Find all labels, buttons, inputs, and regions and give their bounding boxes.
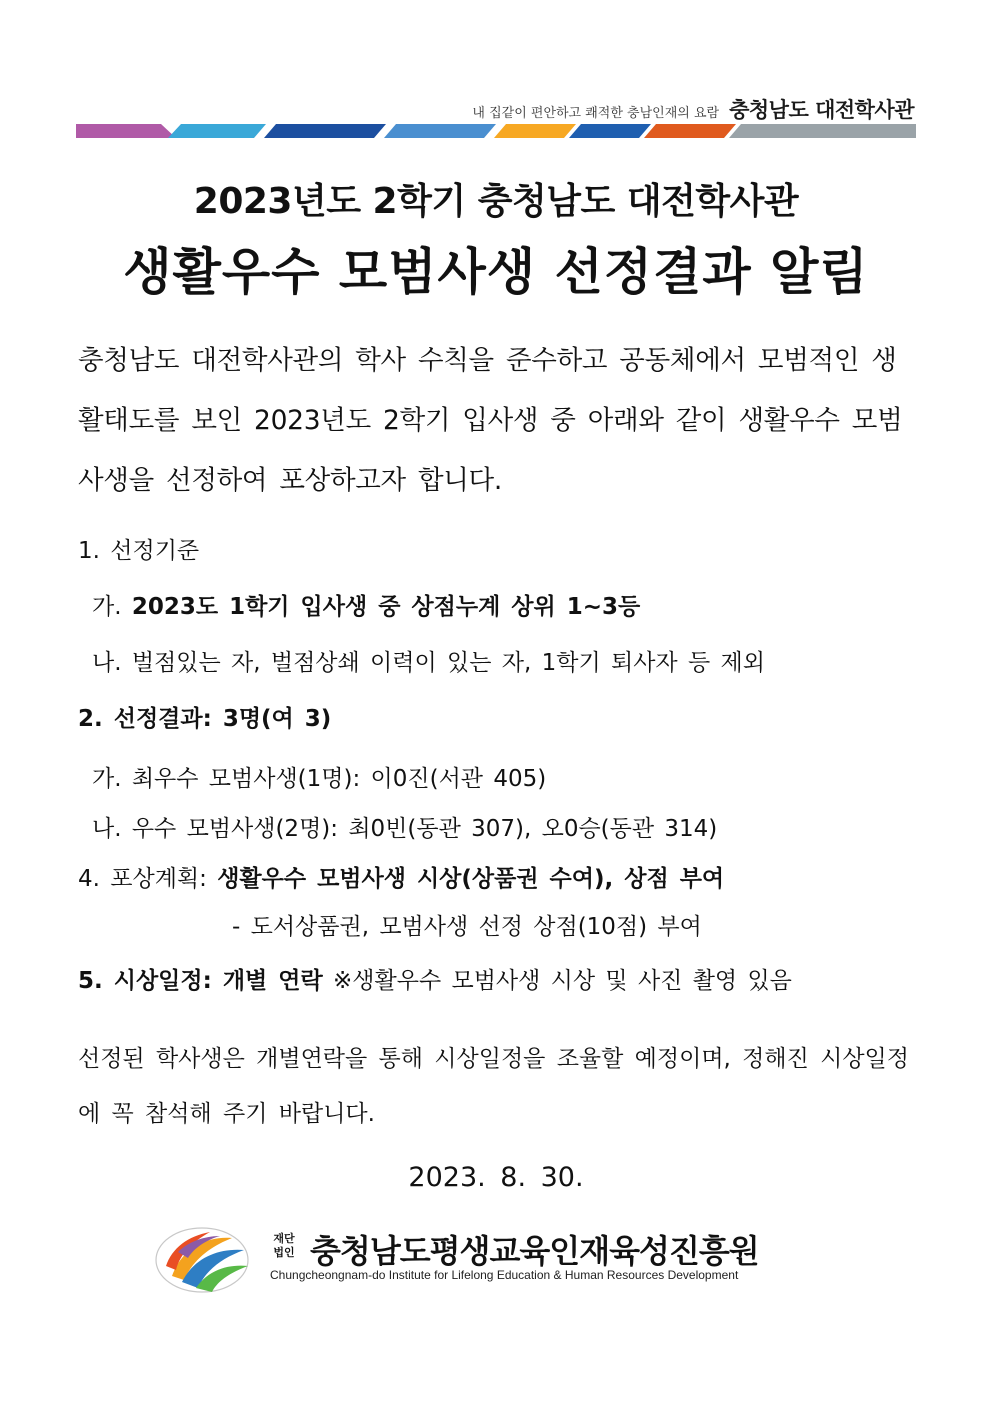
closing-paragraph: 선정된 학사생은 개별연락을 통해 시상일정을 조율할 예정이며, 정해진 시상일정에 꼭 참석해 주기 바랍니다. — [78, 1046, 909, 1127]
section-5 — [78, 962, 792, 995]
section-4-prefix: 4. 포상계획: — [78, 866, 218, 892]
document-date: 2023. 8. 30. — [408, 1162, 584, 1193]
footer-prefix — [270, 1232, 298, 1260]
section-1-item-a-text: 2023도 1학기 입사생 중 상점누계 상위 1~3등 — [131, 594, 641, 620]
footer-org-english: Chungcheongnam-do Institute for Lifelong Education & Human Resources Development — [270, 1268, 739, 1282]
section-2-item-b: 나. 우수 모범사생(2명): 최0빈(동관 307), 오0승(동관 314) — [92, 816, 718, 842]
footer-org-korean: 충청남도평생교육인재육성진흥원 — [310, 1232, 759, 1270]
letterhead-color-stripe — [76, 124, 916, 138]
footer-prefix-line-2: 법인 — [273, 1246, 295, 1259]
section-1-item-a-prefix: 가. — [92, 594, 132, 620]
intro-paragraph: 충청남도 대전학사관의 학사 수칙을 준수하고 공동체에서 모범적인 생활태도를 보인 2023년도 2학기 입사생 중 아래와 같이 생활우수 모범사생을 선정하여 포상하고자 합니다. — [78, 345, 903, 496]
header-slogan: 내 집같이 편안하고 쾌적한 충남인재의 요람 — [472, 106, 720, 121]
section-1-item-b: 나. 벌점있는 자, 벌점상쇄 이력이 있는 자, 1학기 퇴사자 등 제외 — [92, 650, 765, 676]
section-5-note: ※생활우수 모범사생 시상 및 사진 촬영 있음 — [322, 968, 792, 994]
section-5-bold: 5. 시상일정: 개별 연락 — [78, 968, 323, 994]
section-1-item-a — [92, 588, 640, 621]
section-4-sub: - 도서상품권, 모범사생 선정 상점(10점) 부여 — [232, 914, 702, 940]
section-2-heading: 2. 선정결과: 3명(여 3) — [78, 706, 332, 732]
footer-institution — [152, 1218, 852, 1302]
title-line-1: 2023년도 2학기 충청남도 대전학사관 — [193, 181, 799, 222]
header-org-name: 충청남도 대전학사관 — [729, 98, 914, 122]
section-1-heading: 1. 선정기준 — [78, 538, 200, 564]
section-4-bold: 생활우수 모범사생 시상(상품권 수여), 상점 부여 — [217, 866, 725, 892]
section-4 — [78, 860, 724, 893]
title-line-2: 생활우수 모범사생 선정결과 알림 — [123, 243, 869, 301]
section-2-item-a: 가. 최우수 모범사생(1명): 이0진(서관 405) — [92, 766, 547, 792]
footer-prefix-line-1: 재단 — [273, 1232, 295, 1245]
institute-logo-icon — [152, 1218, 260, 1298]
letterhead-text — [472, 94, 914, 124]
